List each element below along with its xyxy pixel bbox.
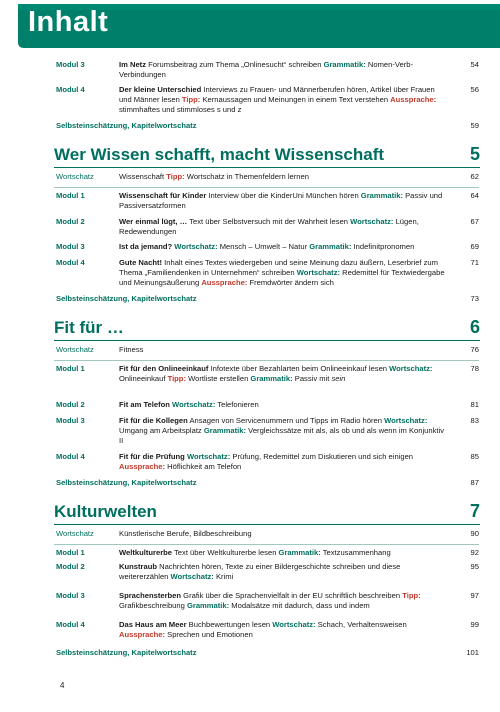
- page-number: 95: [470, 562, 479, 571]
- toc-entry: [0, 242, 500, 258]
- modul-label: Modul 2: [56, 217, 85, 226]
- toc-entry: [0, 364, 500, 400]
- modul-label: Modul 1: [56, 191, 85, 200]
- chapter-number: 5: [469, 144, 480, 164]
- chapter-number: 7: [469, 501, 480, 521]
- page-number: 99: [470, 620, 479, 629]
- toc-entry: [0, 452, 500, 478]
- selbst-row: [0, 648, 500, 658]
- page-number: 83: [470, 416, 479, 425]
- modul-label: Modul 2: [56, 562, 85, 571]
- wortschatz-label: Wortschatz: [56, 529, 94, 538]
- entry-description: Fit für die Prüfung Wortschatz: Prüfung, Redemittel zum Diskutieren und sich einigen Aussprache: Höflichkeit am Telefon: [119, 452, 414, 471]
- divider: [54, 360, 479, 361]
- toc-entry: [0, 416, 500, 452]
- page-title: Inhalt: [28, 6, 109, 38]
- wortschatz-row: [0, 172, 500, 184]
- entry-title: Wer einmal lügt, …: [119, 217, 188, 226]
- toc-entry: [0, 400, 500, 416]
- entry-description: Künstlerische Berufe, Bildbeschreibung: [119, 529, 252, 538]
- toc-entry: [0, 60, 500, 85]
- toc-entry: [0, 620, 500, 648]
- entry-title: Ist da jemand?: [119, 242, 173, 251]
- modul-label: Modul 1: [56, 548, 85, 557]
- page-number: 64: [470, 191, 479, 200]
- entry-description: Fit für den Onlineeinkauf Infotexte über Bezahlarten beim Onlineeinkauf lesen Wortschatz: Onlineeinkauf Tipp: Wortliste erstellen Grammatik: Passiv mit sein: [119, 364, 433, 383]
- entry-description: Sprachensterben Grafik über die Sprachenvielfalt in der EU schriftlich beschreiben Tipp: Grafikbeschreibung Grammatik: Modalsätze mit dadurch, dass und indem: [119, 591, 421, 610]
- chapter-title: Kulturwelten: [54, 502, 157, 521]
- entry-description: Wissenschaft für Kinder Interview über die KinderUni München hören Grammatik: Passiv und Passiversatzformen: [119, 191, 443, 210]
- entry-title: Das Haus am Meer: [119, 620, 187, 629]
- toc-entry: [0, 85, 500, 121]
- selbst-row: [0, 478, 500, 488]
- entry-title: Fit für den Onlineeinkauf: [119, 364, 209, 373]
- page-number: 101: [466, 648, 479, 657]
- page-number: 92: [470, 548, 479, 557]
- modul-label: Modul 3: [56, 60, 85, 69]
- toc-entry: [0, 591, 500, 620]
- page-number: 90: [470, 529, 479, 538]
- toc-entry: [0, 258, 500, 294]
- entry-title: Wissenschaft für Kinder: [119, 191, 207, 200]
- page-number: 87: [470, 478, 479, 487]
- page-number: 56: [470, 85, 479, 94]
- entry-description: Wissenschaft Tipp: Wortschatz in Themenfeldern lernen: [119, 172, 309, 181]
- entry-description: Wer einmal lügt, … Text über Selbstversuch mit der Wahrheit lesen Wortschatz: Lügen, Redewendungen: [119, 217, 419, 236]
- modul-label: Modul 2: [56, 400, 85, 409]
- modul-label: Modul 1: [56, 364, 85, 373]
- entry-description: Kunstraub Nachrichten hören, Texte zu einer Bildergeschichte schreiben und diese weitererzählen Wortschatz: Krimi: [119, 562, 401, 581]
- page-number: 78: [470, 364, 479, 373]
- page-number: 54: [470, 60, 479, 69]
- modul-label: Modul 4: [56, 620, 85, 629]
- wortschatz-row: [0, 529, 500, 541]
- page-footer-number: 4: [60, 681, 65, 690]
- page-number: 67: [470, 217, 479, 226]
- page-number: 85: [470, 452, 479, 461]
- modul-label: Modul 4: [56, 452, 85, 461]
- entry-title: Im Netz: [119, 60, 147, 69]
- toc-entry: [0, 191, 500, 217]
- page-number: 69: [470, 242, 479, 251]
- page-number: 73: [470, 294, 479, 303]
- entry-description: Fit am Telefon Wortschatz: Telefonieren: [119, 400, 259, 409]
- chapter-title: Wer Wissen schafft, macht Wissenschaft: [54, 145, 385, 164]
- page-number: 71: [470, 258, 479, 267]
- toc-entry: [0, 217, 500, 242]
- entry-description: Im Netz Forumsbeitrag zum Thema „Onlinesucht“ schreiben Grammatik: Nomen-Verb-Verbindungen: [119, 60, 414, 79]
- entry-title: Kunstraub: [119, 562, 157, 571]
- chapter-number: 6: [469, 317, 480, 337]
- modul-label: Modul 4: [56, 258, 85, 267]
- selbst-label: Selbsteinschätzung, Kapitelwortschatz: [56, 648, 197, 657]
- chapter-heading: [54, 314, 480, 341]
- chapter-heading: [54, 141, 480, 168]
- toc-content: [0, 60, 500, 658]
- header-banner: [0, 0, 500, 48]
- selbst-row: [0, 121, 500, 131]
- entry-description: Weltkulturerbe Text über Weltkulturerbe lesen Grammatik: Textzusammenhang: [119, 548, 391, 557]
- divider: [54, 544, 479, 545]
- selbst-label: Selbsteinschätzung, Kapitelwortschatz: [56, 294, 197, 303]
- entry-title: Fit für die Kollegen: [119, 416, 188, 425]
- page-number: 76: [470, 345, 479, 354]
- entry-title: Der kleine Unterschied: [119, 85, 202, 94]
- modul-label: Modul 3: [56, 591, 85, 600]
- wortschatz-label: Wortschatz: [56, 172, 94, 181]
- entry-description: Fitness: [119, 345, 144, 354]
- chapter-heading: [54, 498, 480, 525]
- entry-title: Gute Nacht!: [119, 258, 163, 267]
- modul-label: Modul 3: [56, 242, 85, 251]
- entry-description: Das Haus am Meer Buchbewertungen lesen Wortschatz: Schach, Verhaltensweisen Aussprache: Sprechen und Emotionen: [119, 620, 407, 639]
- entry-description: Gute Nacht! Inhalt eines Textes wiedergeben und seine Meinung dazu äußern, Leserbrief zum Thema „Familiendenken in Unternehmen“ schreiben Wortschatz: Redemittel für Textwiedergabe und Meinungsäußerung Aussprache: Fremdwörter ändern sich: [119, 258, 445, 287]
- entry-description: Fit für die Kollegen Ansagen von Servicenummern und Tipps im Radio hören Wortschatz: Umgang am Arbeitsplatz Grammatik: Vergleichssätze mit als, als ob und als wenn im Konjunktiv II: [119, 416, 445, 445]
- modul-label: Modul 4: [56, 85, 85, 94]
- entry-description: Ist da jemand? Wortschatz: Mensch – Umwelt – Natur Grammatik: Indefinitpronomen: [119, 242, 415, 251]
- chapter-title: Fit für …: [54, 318, 124, 337]
- entry-title: Fit für die Prüfung: [119, 452, 185, 461]
- page-number: 62: [470, 172, 479, 181]
- page-number: 59: [470, 121, 479, 130]
- selbst-label: Selbsteinschätzung, Kapitelwortschatz: [56, 478, 197, 487]
- wortschatz-label: Wortschatz: [56, 345, 94, 354]
- selbst-row: [0, 294, 500, 304]
- toc-entry: [0, 562, 500, 591]
- page-number: 81: [470, 400, 479, 409]
- wortschatz-row: [0, 345, 500, 357]
- page-number: 97: [470, 591, 479, 600]
- toc-entry: [0, 548, 500, 562]
- entry-title: Sprachensterben: [119, 591, 182, 600]
- entry-title: Weltkulturerbe: [119, 548, 173, 557]
- entry-description: Der kleine Unterschied Interviews zu Frauen- und Männerberufen hören, Artikel über Frauen und Männer lesen Tipp: Kernaussagen und Meinungen in einem Text verstehen Aussprache: stimmhaftes und stimmloses s und z: [119, 85, 437, 114]
- modul-label: Modul 3: [56, 416, 85, 425]
- entry-title: Fit am Telefon: [119, 400, 170, 409]
- divider: [54, 187, 479, 188]
- selbst-label: Selbsteinschätzung, Kapitelwortschatz: [56, 121, 197, 130]
